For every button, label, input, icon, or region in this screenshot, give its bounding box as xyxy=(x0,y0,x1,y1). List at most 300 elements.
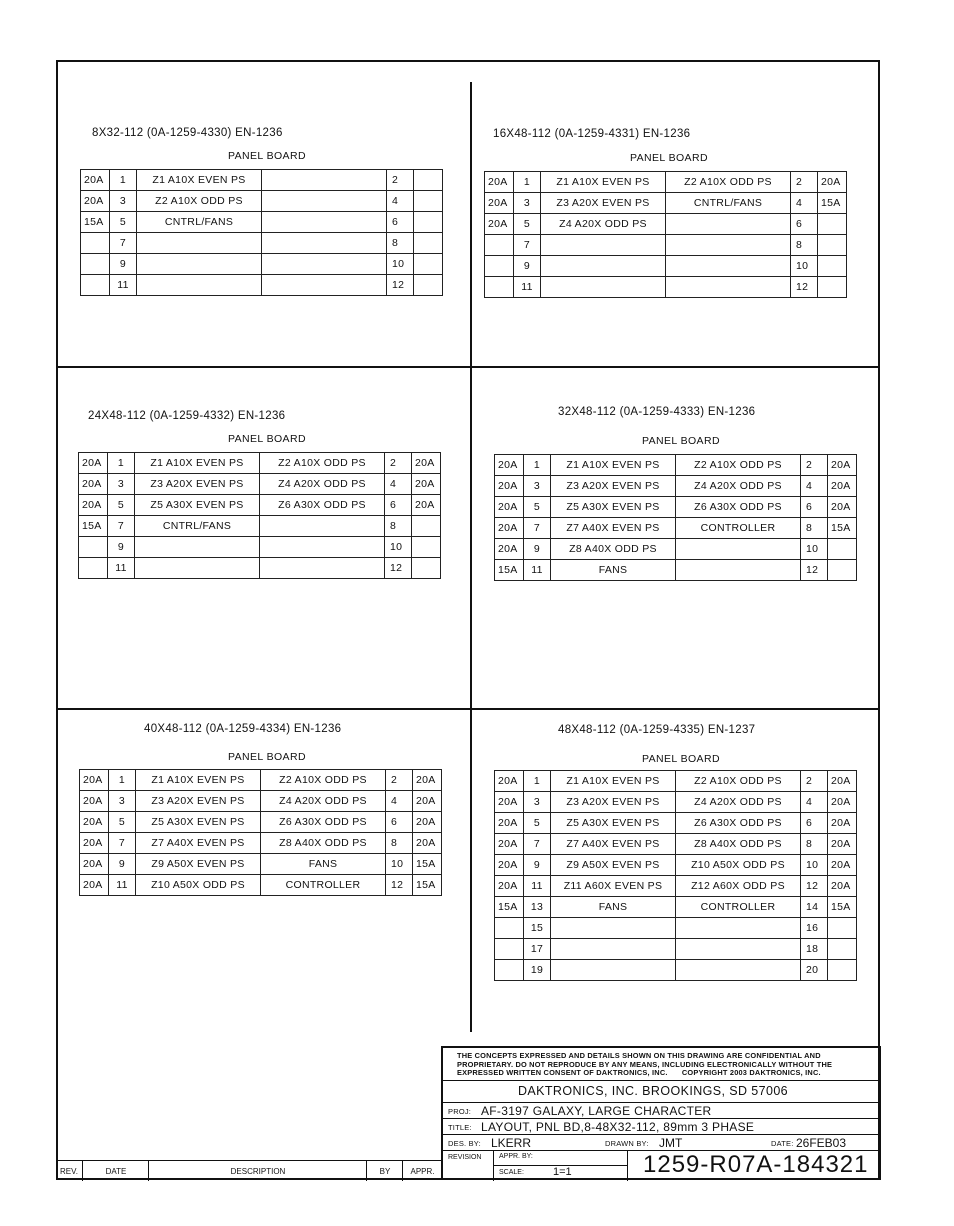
breaker-amp-right: 20A xyxy=(412,453,441,474)
panel-subtitle: PANEL BOARD xyxy=(642,435,720,447)
circuit-right: 10 xyxy=(387,254,414,275)
rev-date-header: DATE xyxy=(82,1161,149,1181)
circuit-left: 7 xyxy=(110,233,137,254)
load-right: CONTROLLER xyxy=(676,897,801,918)
title-row xyxy=(443,1118,879,1135)
breaker-amp-right xyxy=(828,560,857,581)
circuit-left: 15 xyxy=(524,918,551,939)
breaker-amp-left xyxy=(81,275,110,296)
circuit-right: 10 xyxy=(385,537,412,558)
circuit-left: 5 xyxy=(110,212,137,233)
date-value: 26FEB03 xyxy=(796,1136,847,1150)
load-left: Z7 A40X EVEN PS xyxy=(551,518,676,539)
load-right: Z4 A20X ODD PS xyxy=(260,474,385,495)
breaker-amp-right: 20A xyxy=(828,476,857,497)
breaker-amp-left: 20A xyxy=(495,539,524,560)
breaker-amp-left: 20A xyxy=(80,854,109,875)
load-right xyxy=(676,539,801,560)
load-right xyxy=(676,960,801,981)
breaker-amp-left: 20A xyxy=(81,170,110,191)
circuit-right: 12 xyxy=(385,558,412,579)
breaker-amp-right: 20A xyxy=(828,455,857,476)
breaker-amp-right xyxy=(818,277,847,298)
breaker-amp-left: 20A xyxy=(495,813,524,834)
breaker-amp-right: 20A xyxy=(412,495,441,516)
scale-value: 1=1 xyxy=(553,1166,572,1178)
panel-subtitle: PANEL BOARD xyxy=(228,751,306,763)
table-row xyxy=(495,876,857,897)
circuit-left: 3 xyxy=(514,193,541,214)
circuit-left: 11 xyxy=(524,876,551,897)
breaker-amp-left xyxy=(495,918,524,939)
breaker-amp-left xyxy=(485,235,514,256)
circuit-left: 11 xyxy=(109,875,136,896)
breaker-amp-left: 20A xyxy=(80,770,109,791)
breaker-amp-left: 20A xyxy=(485,172,514,193)
project-value: AF-3197 GALAXY, LARGE CHARACTER xyxy=(481,1104,712,1118)
breaker-amp-right: 20A xyxy=(828,792,857,813)
load-right xyxy=(666,256,791,277)
company-row xyxy=(443,1080,879,1101)
breaker-amp-right: 20A xyxy=(828,876,857,897)
load-left: FANS xyxy=(551,897,676,918)
table-row xyxy=(80,833,442,854)
date-label: DATE: xyxy=(771,1139,794,1148)
circuit-left: 5 xyxy=(108,495,135,516)
table-row xyxy=(495,792,857,813)
breaker-amp-left: 15A xyxy=(79,516,108,537)
load-right: CONTROLLER xyxy=(261,875,386,896)
revision-label: REVISION xyxy=(448,1154,482,1161)
circuit-left: 1 xyxy=(524,455,551,476)
breaker-amp-right xyxy=(414,275,443,296)
circuit-left: 9 xyxy=(108,537,135,558)
load-left: Z1 A10X EVEN PS xyxy=(551,771,676,792)
breaker-amp-right: 20A xyxy=(828,855,857,876)
load-left: Z5 A30X EVEN PS xyxy=(136,812,261,833)
breaker-amp-left xyxy=(485,277,514,298)
breaker-amp-right xyxy=(828,939,857,960)
load-right xyxy=(676,560,801,581)
panel-subtitle: PANEL BOARD xyxy=(228,433,306,445)
circuit-left: 13 xyxy=(524,897,551,918)
breaker-amp-right: 15A xyxy=(828,897,857,918)
load-left: Z3 A20X EVEN PS xyxy=(136,791,261,812)
breaker-amp-right: 15A xyxy=(413,875,442,896)
load-right xyxy=(260,537,385,558)
table-row xyxy=(495,560,857,581)
drawing-title: LAYOUT, PNL BD,8-48X32-112, 89mm 3 PHASE xyxy=(481,1120,755,1134)
circuit-right: 6 xyxy=(385,495,412,516)
revision-row xyxy=(443,1150,879,1181)
load-left xyxy=(137,233,262,254)
circuit-left: 3 xyxy=(109,791,136,812)
breaker-amp-right xyxy=(828,918,857,939)
panel-title: 24X48-112 (0A-1259-4332) EN-1236 xyxy=(88,410,286,422)
load-left: Z2 A10X ODD PS xyxy=(137,191,262,212)
circuit-left: 7 xyxy=(514,235,541,256)
circuit-right: 6 xyxy=(791,214,818,235)
load-left: Z1 A10X EVEN PS xyxy=(137,170,262,191)
breaker-amp-left: 20A xyxy=(485,193,514,214)
panel-title: 40X48-112 (0A-1259-4334) EN-1236 xyxy=(144,723,342,735)
breaker-amp-right xyxy=(412,537,441,558)
load-left xyxy=(541,256,666,277)
load-right xyxy=(262,233,387,254)
designer-row xyxy=(443,1134,879,1151)
load-right: Z2 A10X ODD PS xyxy=(666,172,791,193)
table-row xyxy=(495,855,857,876)
load-right: Z12 A60X ODD PS xyxy=(676,876,801,897)
load-right: Z2 A10X ODD PS xyxy=(260,453,385,474)
table-row xyxy=(81,191,443,212)
confidential-notice xyxy=(457,1052,867,1078)
circuit-right: 6 xyxy=(801,497,828,518)
panel-title: 8X32-112 (0A-1259-4330) EN-1236 xyxy=(92,127,283,139)
load-right xyxy=(676,939,801,960)
circuit-left: 5 xyxy=(109,812,136,833)
breaker-amp-left: 20A xyxy=(80,875,109,896)
circuit-right: 8 xyxy=(387,233,414,254)
circuit-right: 4 xyxy=(791,193,818,214)
breaker-amp-left: 15A xyxy=(495,560,524,581)
breaker-amp-right: 20A xyxy=(828,813,857,834)
circuit-right: 4 xyxy=(386,791,413,812)
breaker-amp-left: 15A xyxy=(495,897,524,918)
breaker-amp-left: 20A xyxy=(79,474,108,495)
load-left: Z1 A10X EVEN PS xyxy=(541,172,666,193)
load-left: Z1 A10X EVEN PS xyxy=(136,770,261,791)
table-row xyxy=(79,453,441,474)
circuit-left: 1 xyxy=(108,453,135,474)
breaker-amp-left: 20A xyxy=(80,833,109,854)
panel-title: 48X48-112 (0A-1259-4335) EN-1237 xyxy=(558,724,756,736)
load-right xyxy=(262,254,387,275)
circuit-right: 2 xyxy=(791,172,818,193)
breaker-amp-left: 20A xyxy=(485,214,514,235)
load-left: Z7 A40X EVEN PS xyxy=(551,834,676,855)
table-row xyxy=(485,277,847,298)
load-right: Z10 A50X ODD PS xyxy=(676,855,801,876)
circuit-left: 5 xyxy=(524,813,551,834)
load-left: Z8 A40X ODD PS xyxy=(551,539,676,560)
designer-value: LKERR xyxy=(491,1136,532,1150)
load-right: CONTROLLER xyxy=(676,518,801,539)
load-left: Z3 A20X EVEN PS xyxy=(551,476,676,497)
table-row xyxy=(79,516,441,537)
table-row xyxy=(485,172,847,193)
breaker-amp-right xyxy=(412,516,441,537)
table-row xyxy=(81,212,443,233)
scale-label: SCALE: xyxy=(499,1169,524,1176)
load-right: Z2 A10X ODD PS xyxy=(261,770,386,791)
load-right xyxy=(262,212,387,233)
panel-board-table xyxy=(494,770,857,981)
breaker-amp-left: 20A xyxy=(80,812,109,833)
circuit-left: 7 xyxy=(108,516,135,537)
title-label: TITLE: xyxy=(448,1123,472,1132)
panel-board-table xyxy=(78,452,441,579)
table-row xyxy=(495,813,857,834)
breaker-amp-left: 20A xyxy=(495,771,524,792)
circuit-right: 4 xyxy=(801,792,828,813)
proj-label: PROJ: xyxy=(448,1107,472,1116)
circuit-left: 1 xyxy=(514,172,541,193)
table-row xyxy=(79,495,441,516)
load-left xyxy=(135,558,260,579)
circuit-right: 4 xyxy=(385,474,412,495)
table-row xyxy=(485,235,847,256)
panel-title: 16X48-112 (0A-1259-4331) EN-1236 xyxy=(493,128,691,140)
circuit-right: 6 xyxy=(801,813,828,834)
breaker-amp-right xyxy=(828,539,857,560)
breaker-amp-left: 15A xyxy=(81,212,110,233)
breaker-amp-left: 20A xyxy=(495,876,524,897)
table-row xyxy=(79,558,441,579)
breaker-amp-left: 20A xyxy=(79,495,108,516)
table-row xyxy=(80,875,442,896)
breaker-amp-left xyxy=(79,558,108,579)
row-divider-2 xyxy=(56,708,880,710)
table-row xyxy=(495,539,857,560)
breaker-amp-left: 20A xyxy=(495,455,524,476)
panel-subtitle: PANEL BOARD xyxy=(228,150,306,162)
circuit-left: 9 xyxy=(109,854,136,875)
table-row xyxy=(79,474,441,495)
circuit-right: 8 xyxy=(801,518,828,539)
breaker-amp-left xyxy=(495,960,524,981)
circuit-left: 5 xyxy=(514,214,541,235)
circuit-right: 8 xyxy=(385,516,412,537)
circuit-right: 6 xyxy=(386,812,413,833)
breaker-amp-left xyxy=(79,537,108,558)
breaker-amp-right: 15A xyxy=(818,193,847,214)
circuit-right: 10 xyxy=(801,855,828,876)
panel-board-table xyxy=(79,769,442,896)
load-left xyxy=(551,918,676,939)
load-right: Z2 A10X ODD PS xyxy=(676,455,801,476)
circuit-left: 9 xyxy=(514,256,541,277)
load-right: CNTRL/FANS xyxy=(666,193,791,214)
circuit-left: 1 xyxy=(109,770,136,791)
load-left: Z5 A30X EVEN PS xyxy=(551,497,676,518)
table-row xyxy=(495,497,857,518)
circuit-left: 17 xyxy=(524,939,551,960)
load-right xyxy=(676,918,801,939)
breaker-amp-right xyxy=(414,233,443,254)
revision-table xyxy=(56,1160,441,1181)
breaker-amp-right: 20A xyxy=(412,474,441,495)
circuit-right: 8 xyxy=(801,834,828,855)
load-left: Z9 A50X EVEN PS xyxy=(551,855,676,876)
load-left xyxy=(135,537,260,558)
table-row xyxy=(485,256,847,277)
load-right: Z2 A10X ODD PS xyxy=(676,771,801,792)
load-left: CNTRL/FANS xyxy=(135,516,260,537)
circuit-left: 11 xyxy=(524,560,551,581)
load-left xyxy=(541,277,666,298)
breaker-amp-right: 15A xyxy=(828,518,857,539)
rev-by-header: BY xyxy=(366,1161,403,1181)
circuit-right: 6 xyxy=(387,212,414,233)
breaker-amp-left: 20A xyxy=(495,834,524,855)
circuit-right: 12 xyxy=(387,275,414,296)
circuit-right: 14 xyxy=(801,897,828,918)
table-row xyxy=(81,233,443,254)
load-left: Z5 A30X EVEN PS xyxy=(551,813,676,834)
load-left: Z1 A10X EVEN PS xyxy=(551,455,676,476)
circuit-left: 19 xyxy=(524,960,551,981)
table-row xyxy=(495,939,857,960)
breaker-amp-left: 20A xyxy=(495,476,524,497)
circuit-left: 3 xyxy=(524,792,551,813)
appr-label: APPR. BY: xyxy=(499,1153,533,1160)
circuit-left: 7 xyxy=(109,833,136,854)
load-right xyxy=(666,214,791,235)
load-right: Z6 A30X ODD PS xyxy=(261,812,386,833)
breaker-amp-right: 20A xyxy=(828,771,857,792)
circuit-right: 8 xyxy=(791,235,818,256)
circuit-left: 9 xyxy=(524,855,551,876)
notice-text: THE CONCEPTS EXPRESSED AND DETAILS SHOWN ON THIS DRAWING ARE CONFIDENTIAL AND PROPRIETARY. DO NOT REPRODUCE BY ANY MEANS, INCLUDING ELECTRONICALLY WITHOUT THE EXPRESSED WRITTEN CONSENT OF DAKTRONICS, INC. xyxy=(457,1051,833,1078)
circuit-right: 2 xyxy=(385,453,412,474)
des-label: DES. BY: xyxy=(448,1139,481,1148)
circuit-right: 10 xyxy=(386,854,413,875)
breaker-amp-right xyxy=(828,960,857,981)
breaker-amp-right xyxy=(414,191,443,212)
load-left xyxy=(137,254,262,275)
table-row xyxy=(495,518,857,539)
load-right: Z4 A20X ODD PS xyxy=(676,792,801,813)
center-divider xyxy=(470,82,472,1032)
load-left: Z4 A20X ODD PS xyxy=(541,214,666,235)
table-row xyxy=(495,771,857,792)
circuit-right: 18 xyxy=(801,939,828,960)
table-row xyxy=(81,254,443,275)
breaker-amp-left: 20A xyxy=(495,497,524,518)
load-left: Z1 A10X EVEN PS xyxy=(135,453,260,474)
circuit-right: 20 xyxy=(801,960,828,981)
circuit-left: 11 xyxy=(514,277,541,298)
load-left xyxy=(541,235,666,256)
breaker-amp-right xyxy=(414,170,443,191)
circuit-left: 5 xyxy=(524,497,551,518)
circuit-right: 10 xyxy=(801,539,828,560)
load-right: Z6 A30X ODD PS xyxy=(676,497,801,518)
panel-board-table xyxy=(80,169,443,296)
circuit-right: 16 xyxy=(801,918,828,939)
table-row xyxy=(79,537,441,558)
circuit-right: 4 xyxy=(801,476,828,497)
drawing-number: 1259-R07A-184321 xyxy=(643,1151,869,1178)
breaker-amp-left: 20A xyxy=(79,453,108,474)
breaker-amp-right xyxy=(414,254,443,275)
table-row xyxy=(80,770,442,791)
circuit-left: 1 xyxy=(110,170,137,191)
load-right: Z4 A20X ODD PS xyxy=(261,791,386,812)
table-row xyxy=(80,812,442,833)
circuit-left: 3 xyxy=(110,191,137,212)
circuit-left: 1 xyxy=(524,771,551,792)
load-right xyxy=(260,558,385,579)
load-right xyxy=(666,277,791,298)
load-right: Z6 A30X ODD PS xyxy=(260,495,385,516)
load-left: FANS xyxy=(551,560,676,581)
table-row xyxy=(495,960,857,981)
load-left: Z9 A50X EVEN PS xyxy=(136,854,261,875)
table-row xyxy=(495,918,857,939)
circuit-left: 7 xyxy=(524,834,551,855)
load-right: Z6 A30X ODD PS xyxy=(676,813,801,834)
breaker-amp-right: 15A xyxy=(413,854,442,875)
breaker-amp-right: 20A xyxy=(413,770,442,791)
circuit-left: 3 xyxy=(108,474,135,495)
drawn-value: JMT xyxy=(659,1136,683,1150)
breaker-amp-right: 20A xyxy=(828,497,857,518)
load-left xyxy=(137,275,262,296)
title-block xyxy=(441,1046,881,1180)
rev-description-header: DESCRIPTION xyxy=(148,1161,367,1181)
table-row xyxy=(495,834,857,855)
circuit-right: 2 xyxy=(387,170,414,191)
breaker-amp-right xyxy=(818,214,847,235)
breaker-amp-left xyxy=(485,256,514,277)
circuit-right: 8 xyxy=(386,833,413,854)
load-left: Z10 A50X ODD PS xyxy=(136,875,261,896)
panel-subtitle: PANEL BOARD xyxy=(642,753,720,765)
circuit-right: 12 xyxy=(801,876,828,897)
rev-appr-header: APPR. xyxy=(402,1161,442,1181)
breaker-amp-left xyxy=(495,939,524,960)
table-row xyxy=(485,214,847,235)
breaker-amp-right xyxy=(414,212,443,233)
drawn-label: DRAWN BY: xyxy=(605,1139,649,1148)
load-right: Z8 A40X ODD PS xyxy=(261,833,386,854)
breaker-amp-left xyxy=(81,254,110,275)
load-left xyxy=(551,960,676,981)
load-right: Z4 A20X ODD PS xyxy=(676,476,801,497)
panel-title: 32X48-112 (0A-1259-4333) EN-1236 xyxy=(558,406,756,418)
circuit-left: 7 xyxy=(524,518,551,539)
rev-header: REV. xyxy=(60,1166,78,1176)
company-line: DAKTRONICS, INC. BROOKINGS, SD 57006 xyxy=(518,1084,789,1098)
circuit-right: 2 xyxy=(386,770,413,791)
load-right xyxy=(262,191,387,212)
load-right xyxy=(262,170,387,191)
circuit-left: 11 xyxy=(108,558,135,579)
load-left: Z3 A20X EVEN PS xyxy=(541,193,666,214)
circuit-left: 9 xyxy=(524,539,551,560)
breaker-amp-right: 20A xyxy=(413,791,442,812)
breaker-amp-right: 20A xyxy=(413,812,442,833)
circuit-right: 12 xyxy=(791,277,818,298)
table-row xyxy=(80,791,442,812)
breaker-amp-left: 20A xyxy=(495,518,524,539)
circuit-left: 11 xyxy=(110,275,137,296)
load-left: Z3 A20X EVEN PS xyxy=(551,792,676,813)
table-row xyxy=(81,170,443,191)
load-left: Z11 A60X EVEN PS xyxy=(551,876,676,897)
load-left: Z3 A20X EVEN PS xyxy=(135,474,260,495)
copyright-text: COPYRIGHT 2003 DAKTRONICS, INC. xyxy=(681,1068,821,1078)
breaker-amp-right: 20A xyxy=(413,833,442,854)
table-row xyxy=(495,897,857,918)
circuit-right: 2 xyxy=(801,455,828,476)
panel-subtitle: PANEL BOARD xyxy=(630,152,708,164)
breaker-amp-right: 20A xyxy=(828,834,857,855)
load-left: Z7 A40X EVEN PS xyxy=(136,833,261,854)
load-left xyxy=(551,939,676,960)
